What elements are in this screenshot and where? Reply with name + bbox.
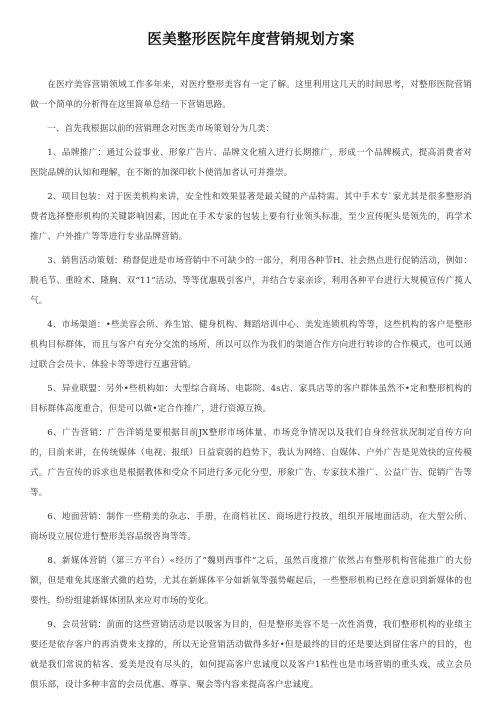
item-project-packaging: 2、项目包装：对于医美机构来讲，安全性和效果显著是最关键的产品特需。其中手术专`家尤其是很多整形消费者选择整形机构的关键影响因素，因此在手术专家的包装上要有行业领头标准，至少宣传呢头是领先的，再学术推广、户外推广等等进行专业品牌营销。 (30, 192, 472, 242)
item-advertising-marketing: 6、广告营销：广告洋销是要根据目前JX整形市场体量、市场竞争情况以及我们自身经营状况制定自传方向的，目前来讲，在传统媒体（电视、报纸）日益衰弱的趋势下，我认为网络、自媒体、户外广告是见效快的宣传模式。广告宣传的诉求也是根据教体和受众不同进行多元化分型，形象广告、专家技术推广、公益广告、促销广告等等。 (30, 428, 472, 498)
item-cross-industry-alliance: 5、异业联盟：另外•些机构如：大型综合商场、电影院、4s店、家具店等的客户群体虽然不•定和整形机构的目标群体高度重合，但是可以做•定合作推广，进行资源互换。 (30, 384, 472, 414)
section-heading-1: 一、首先我根据以前的营销理念对医美市场策划分为几类： (47, 124, 275, 134)
item-member-marketing: 9、会员营销：前面的这些营销活动是以吸客为目的，但是整形美容不是一次性消费，我们整形机构的业绩主要还是依存客户的再消费来支撑的，所以无论营销活动做得多好•但是最终的目的还是要达到留住客户的目的，也就是我们常说的粘客、爱美是没有尽头的，如何提高客户忠诚度以及客户1粘性也是市场营销的重头戏，成立会员俱乐部，设计多种丰富的会员优惠、尊享、聚会等内容来提高客户忠诚度。 (30, 620, 472, 690)
intro-paragraph: 在医疗美容营销领域工作多年来，对医疗整形美容有一定了解。这里利用这几天的时间思考，对整形医院营销做一个简单的分析得在这里简单总结一下营销思路。 (30, 80, 472, 110)
document-title: 医美整形医院年度营销规划方案 (147, 32, 355, 48)
item-sales-activities: 3、销售活动策划：稍督促进是市场营销中不可缺少的一部分，利用各种节H、社会热点进行促销活动，例如：脱毛节、重睑术、隆胸、双“11”活动、等等优惠吸引客户，并结合专家亲诊，利用各种平台进行大规模宣传广揽人气。 (30, 256, 472, 306)
item-market-channels: 4、市场渠道：•些美容会所、养生馆、健身机构、舞蹈培训中心、美发连锁机构等等，这些机构的客户是整形机构目标群体，而且与客户有充分交流的场所，所以可以作为我们的渠道合作方向进行转诊的合作模式，也可以通过联合会员卡、体验卡等等进行互惠营销。 (30, 320, 472, 370)
item-ground-marketing: 6、地面营销：制作一些精美的杂志、手册，在商档社区、商场进行投放，组织开展地面活动，在大型公所、商场设立展位进行整形美容品级咨询等等。 (30, 512, 472, 542)
item-new-media-marketing: 8、新媒体营销（第三方平台）«经历了“魏则西事件”之后，虽然百度推广依然占有整形机构营能推广的大份额，但是难免其逐渐式微的趋势，尤其在新媒体平分如新氧等强势崛起后，一些整形机构已经在意识到新媒体的也要性，纷纷组建新媒体团队来应对市场的变化。 (30, 556, 472, 606)
item-brand-promotion: 1、品牌推广：通过公益事业、形象广告片、品牌文化植入进行长期推广，形成一个品牌模式，提高消费者对医院品牌的认知和理解，在不断的加深印软卜使消加者认可并推崇。 (30, 148, 472, 178)
